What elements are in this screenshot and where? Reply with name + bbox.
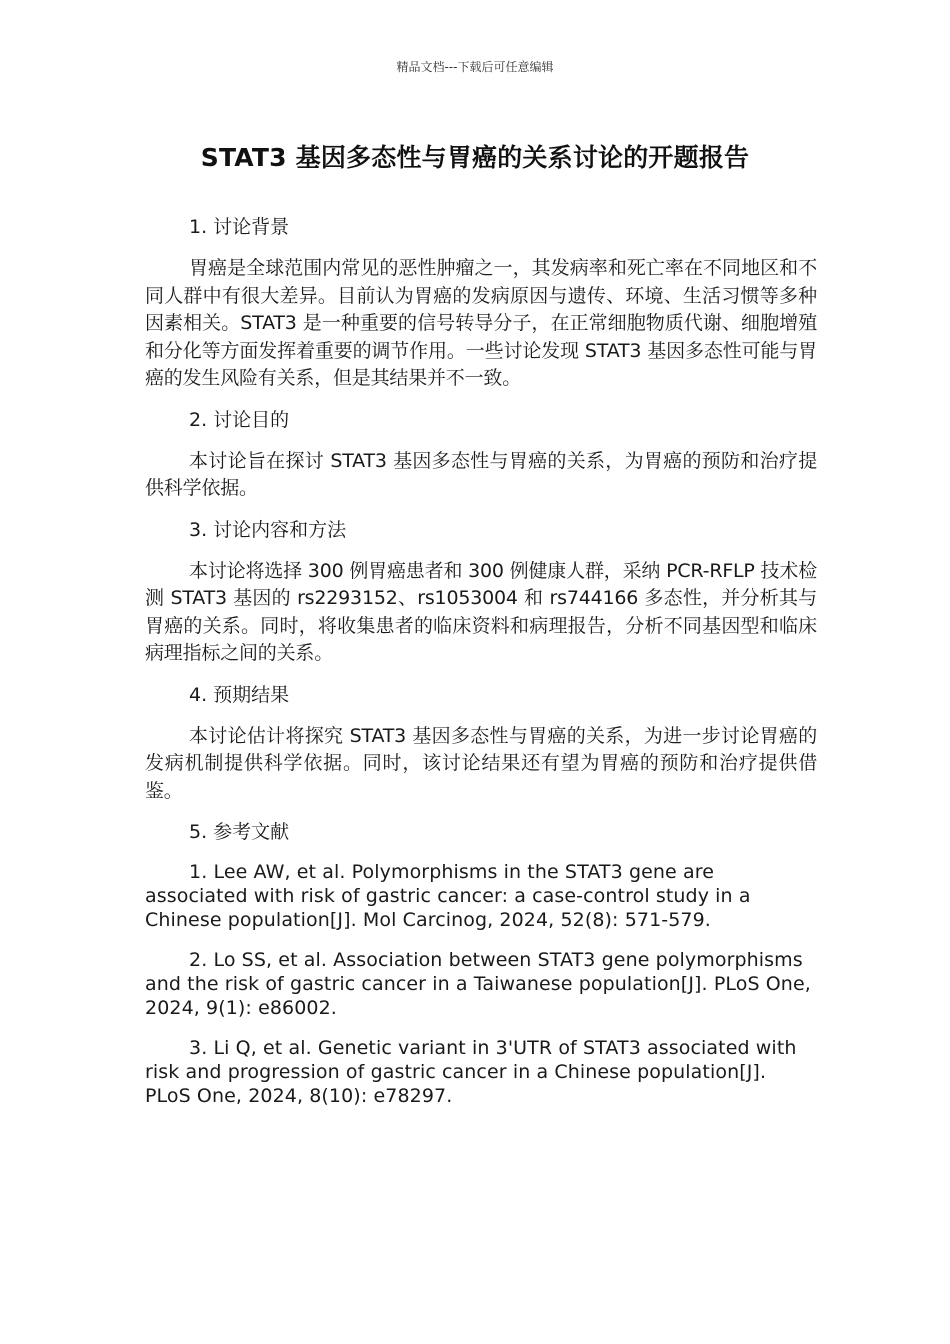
reference-item: 3. Li Q, et al. Genetic variant in 3'UTR of STAT3 associated with risk and progression of gastric cancer in a Chinese population[J]. PLoS One, 2024, 8(10): e78297.	[145, 1037, 797, 1107]
header-note: 精品文档---下载后可任意编辑	[396, 60, 554, 74]
reference-item: 1. Lee AW, et al. Polymorphisms in the STAT3 gene are associated with risk of gastric cancer: a case-control study in a Chinese population[J]. Mol Carcinog, 2024, 52(8): 571-579.	[145, 861, 751, 931]
section-paragraph-expected-results: 本讨论估计将探究 STAT3 基因多态性与胃癌的关系，为进一步讨论胃癌的发病机制提供科学依据。同时，该讨论结果还有望为胃癌的预防和治疗提供借鉴。	[145, 724, 817, 802]
document-body	[145, 214, 817, 1124]
section-heading-expected-results: 4. 预期结果	[189, 683, 290, 706]
reference-item: 2. Lo SS, et al. Association between STAT3 gene polymorphisms and the risk of gastric cancer in a Taiwanese population[J]. PLoS One, 2024, 9(1): e86002.	[145, 949, 811, 1019]
section-heading-background: 1. 讨论背景	[189, 216, 290, 238]
section-paragraph-background: 胃癌是全球范围内常见的恶性肿瘤之一，其发病率和死亡率在不同地区和不同人群中有很大差异。目前认为胃癌的发病原因与遗传、环境、生活习惯等多种因素相关。STAT3 是一种重要的信号转导分子，在正常细胞物质代谢、细胞增殖和分化等方面发挥着重要的调节作用。一些讨论发现 STAT3 基因多态性可能与胃癌的发生风险有关系，但是其结果并不一致。	[145, 257, 817, 389]
section-heading-purpose: 2. 讨论目的	[189, 408, 290, 431]
section-heading-references: 5. 参考文献	[189, 821, 290, 843]
section-paragraph-methods: 本讨论将选择 300 例胃癌患者和 300 例健康人群，采纳 PCR-RFLP 技术检测 STAT3 基因的 rs2293152、rs1053004 和 rs744166 多态性，并分析其与胃癌的关系。同时，将收集患者的临床资料和病理报告，分析不同基因型和临床病理指标之间的关系。	[145, 559, 817, 664]
document-title: STAT3 基因多态性与胃癌的关系讨论的开题报告	[200, 143, 750, 172]
section-heading-methods: 3. 讨论内容和方法	[189, 518, 347, 541]
section-paragraph-purpose: 本讨论旨在探讨 STAT3 基因多态性与胃癌的关系，为胃癌的预防和治疗提供科学依据。	[145, 449, 817, 499]
